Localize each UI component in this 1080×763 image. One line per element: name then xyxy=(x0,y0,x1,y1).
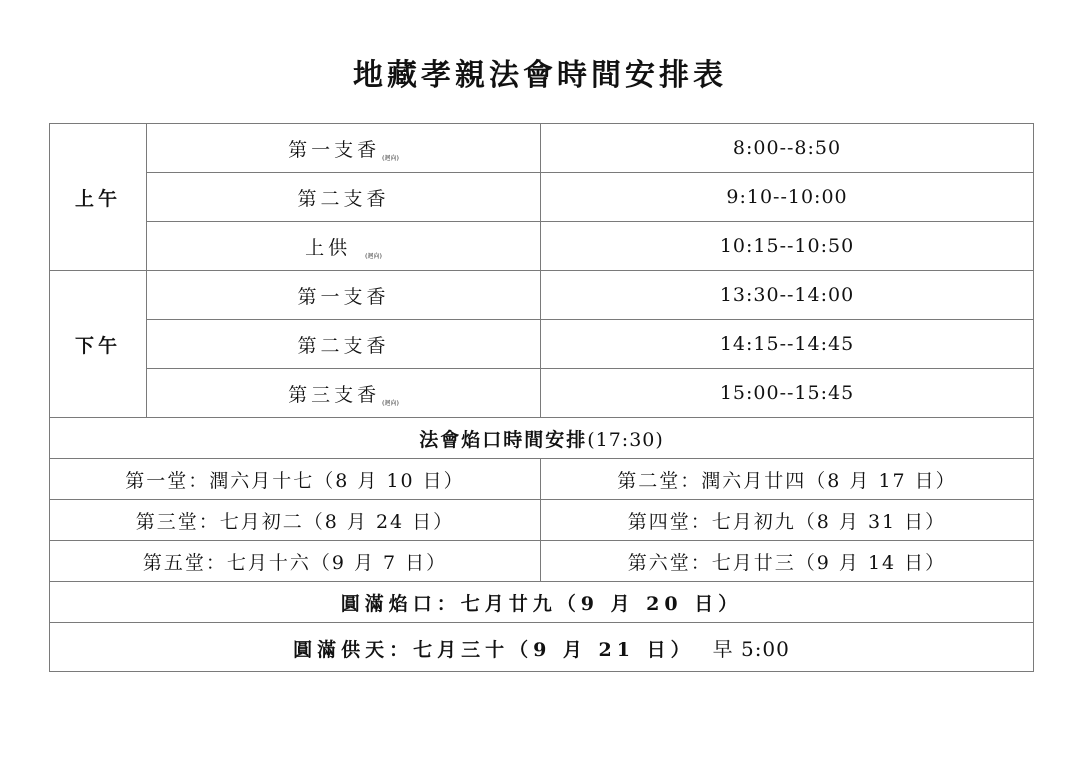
time-cell: 9:10--10:00 xyxy=(541,173,1034,222)
dedication-note: (迴向) xyxy=(365,252,382,260)
session-morning-label: 上午 xyxy=(50,124,147,271)
item-name: 第一支香 xyxy=(288,138,381,161)
table-row xyxy=(50,320,1034,369)
schedule-item-cell xyxy=(147,222,541,271)
table-row xyxy=(50,124,1034,173)
table-row xyxy=(50,500,1034,541)
table-row xyxy=(50,369,1034,418)
schedule-table xyxy=(49,123,1034,672)
time-cell: 13:30--14:00 xyxy=(541,271,1034,320)
item-name: 上供 xyxy=(305,236,352,259)
yankou-start-time: (17:30) xyxy=(587,428,664,451)
item-name: 第一支香 xyxy=(297,285,390,308)
yankou-heading-text: 法會焰口時間安排 xyxy=(419,428,588,451)
dedication-note: (迴向) xyxy=(382,399,399,407)
time-cell: 8:00--8:50 xyxy=(541,124,1034,173)
table-row xyxy=(50,222,1034,271)
table-row xyxy=(50,271,1034,320)
schedule-item-cell xyxy=(147,124,541,173)
time-cell: 15:00--15:45 xyxy=(541,369,1034,418)
hall-date-cell: 第三堂：七月初二（8 月 24 日） xyxy=(50,500,541,541)
item-name: 第二支香 xyxy=(297,334,390,357)
item-name: 第二支香 xyxy=(297,187,390,210)
table-row xyxy=(50,459,1034,500)
hall-date-cell: 第五堂：七月十六（9 月 7 日） xyxy=(50,541,541,582)
page-title: 地藏孝親法會時間安排表 xyxy=(353,58,727,93)
dedication-note: (迴向) xyxy=(382,154,399,162)
hall-date-cell: 第一堂：潤六月十七（8 月 10 日） xyxy=(50,459,541,500)
yankou-heading xyxy=(50,418,1034,459)
session-afternoon-label: 下午 xyxy=(50,271,147,418)
table-row xyxy=(50,418,1034,459)
schedule-item-cell xyxy=(147,173,541,222)
item-name: 第三支香 xyxy=(288,383,381,406)
time-cell: 10:15--10:50 xyxy=(541,222,1034,271)
schedule-item-cell xyxy=(147,369,541,418)
closing-offering-text: 圓滿供天：七月三十（9 月 21 日） xyxy=(293,638,695,661)
time-cell: 14:15--14:45 xyxy=(541,320,1034,369)
table-row xyxy=(50,541,1034,582)
closing-offering-cell xyxy=(50,623,1034,672)
closing-offering-time: 早 5:00 xyxy=(712,636,790,661)
hall-date-cell: 第二堂：潤六月廿四（8 月 17 日） xyxy=(541,459,1034,500)
table-row xyxy=(50,623,1034,672)
schedule-item-cell xyxy=(147,320,541,369)
hall-date-cell: 第四堂：七月初九（8 月 31 日） xyxy=(541,500,1034,541)
schedule-item-cell xyxy=(147,271,541,320)
hall-date-cell: 第六堂：七月廿三（9 月 14 日） xyxy=(541,541,1034,582)
table-row xyxy=(50,173,1034,222)
closing-yankou-cell: 圓滿焰口：七月廿九（9 月 20 日） xyxy=(50,582,1034,623)
table-row xyxy=(50,582,1034,623)
